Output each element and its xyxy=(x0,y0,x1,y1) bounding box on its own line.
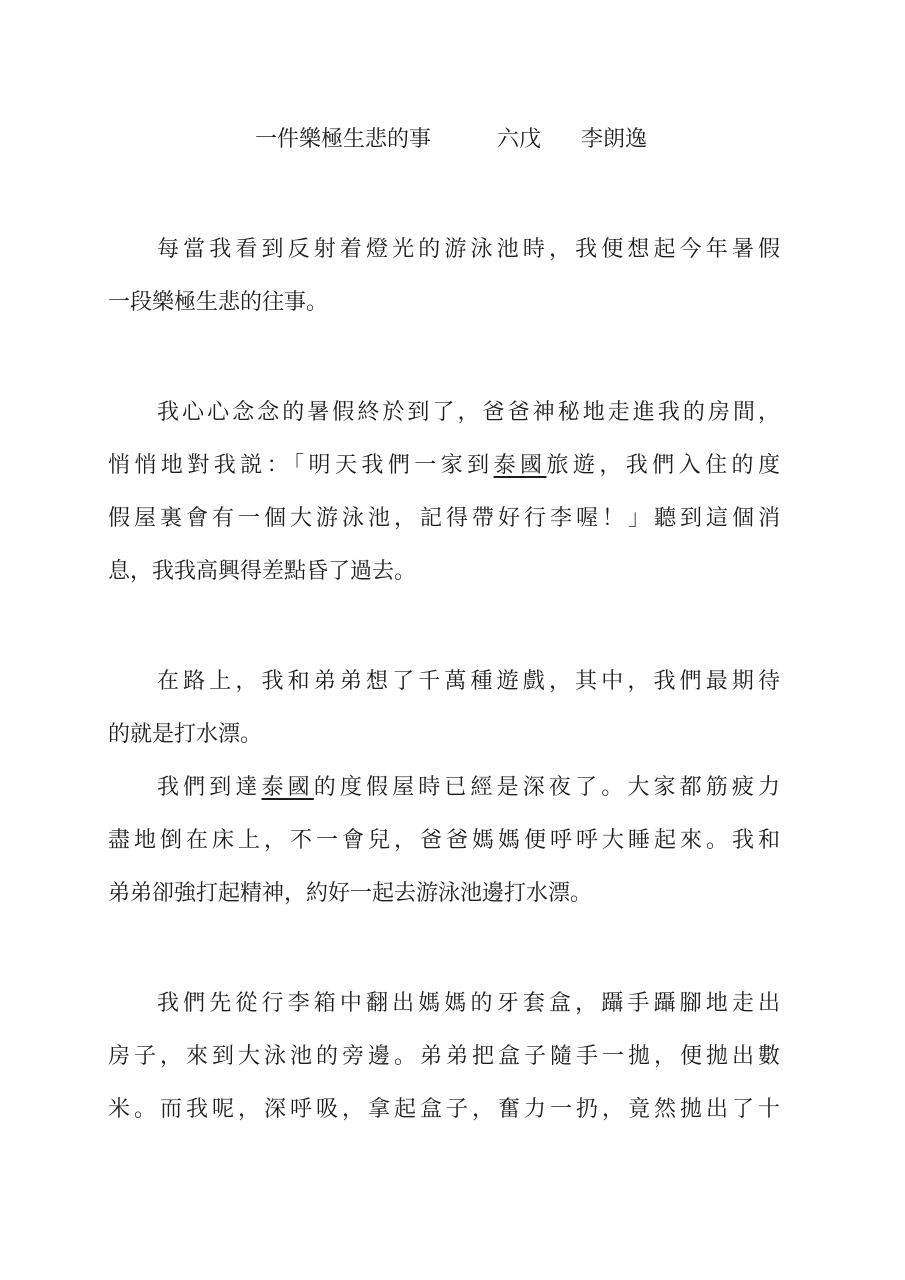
text-line xyxy=(108,654,780,707)
text-line xyxy=(108,760,780,813)
text-line xyxy=(108,385,780,438)
text-segment: 米。而我呢，深呼吸，拿起盒子，奮力一扔，竟然拋出了十 xyxy=(108,1096,780,1121)
text-line xyxy=(108,707,780,760)
text-segment: 每當我看到反射着燈光的游泳池時，我便想起今年暑假 xyxy=(157,236,780,261)
paragraph xyxy=(108,760,780,919)
text-segment: 我們到達 xyxy=(157,774,262,799)
paragraph xyxy=(108,222,780,328)
text-line xyxy=(108,813,780,866)
text-segment: 我們先從行李箱中翻出媽媽的牙套盒，躡手躡腳地走出 xyxy=(157,990,780,1015)
underlined-text: 泰國 xyxy=(493,452,547,477)
document-title-row xyxy=(255,112,780,165)
essay-body xyxy=(108,222,780,1135)
text-segment: 息，我我高興得差點昏了過去。 xyxy=(108,558,417,583)
text-segment: 盡地倒在床上，不一會兒，爸爸媽媽便呼呼大睡起來。我和 xyxy=(108,827,780,852)
text-line xyxy=(108,1082,780,1135)
student-name: 李朗逸 xyxy=(581,126,648,151)
text-segment: 弟弟卻強打起精神，約好一起去游泳池邊打水漂。 xyxy=(108,880,593,905)
text-segment: 一段樂極生悲的往事。 xyxy=(108,289,329,314)
text-segment: 房子，來到大泳池的旁邊。弟弟把盒子隨手一拋，便拋出數 xyxy=(108,1043,780,1068)
text-line xyxy=(108,275,780,328)
paragraph xyxy=(108,385,780,597)
underlined-text: 泰國 xyxy=(261,774,314,799)
text-segment: 我心心念念的暑假終於到了，爸爸神秘地走進我的房間， xyxy=(157,399,780,424)
text-segment: 在路上，我和弟弟想了千萬種遊戲，其中，我們最期待 xyxy=(157,668,780,693)
text-segment: 的度假屋時已經是深夜了。大家都筋疲力 xyxy=(313,774,780,799)
text-segment: 假屋裏會有一個大游泳池，記得帶好行李喔！」聽到這個消 xyxy=(108,505,780,530)
text-line xyxy=(108,976,780,1029)
paragraph xyxy=(108,976,780,1135)
text-line xyxy=(108,222,780,275)
text-segment: 的就是打水漂。 xyxy=(108,721,263,746)
text-line xyxy=(108,544,780,597)
text-line xyxy=(108,866,780,919)
paragraph xyxy=(108,654,780,760)
text-line xyxy=(108,491,780,544)
essay-title: 一件樂極生悲的事 xyxy=(255,126,432,151)
text-segment: 悄悄地對我説：「明天我們一家到 xyxy=(108,452,494,477)
text-line xyxy=(108,438,780,491)
text-segment: 旅遊，我們入住的度 xyxy=(546,452,780,477)
text-line xyxy=(108,1029,780,1082)
student-class: 六戊 xyxy=(497,126,542,151)
